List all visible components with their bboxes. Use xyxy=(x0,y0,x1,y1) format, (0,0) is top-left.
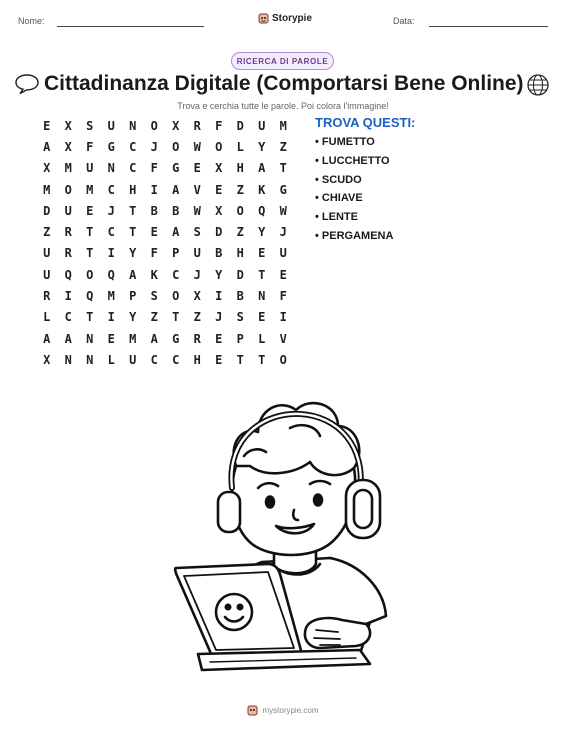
grid-letter[interactable]: O xyxy=(172,289,180,304)
grid-letter[interactable]: U xyxy=(193,246,201,261)
grid-letter[interactable]: W xyxy=(193,203,201,218)
grid-letter[interactable]: A xyxy=(64,331,72,346)
grid-letter[interactable]: T xyxy=(129,225,137,240)
grid-letter[interactable]: E xyxy=(193,161,201,176)
grid-letter[interactable]: E xyxy=(279,267,287,282)
grid-letter[interactable]: T xyxy=(86,246,94,261)
word-search-grid xyxy=(36,115,294,371)
grid-letter[interactable]: H xyxy=(236,246,244,261)
grid-letter[interactable]: U xyxy=(64,203,72,218)
activity-badge: RICERCA DI PAROLE xyxy=(231,52,334,70)
grid-letter[interactable]: C xyxy=(129,139,137,154)
grid-letter[interactable]: E xyxy=(215,331,223,346)
grid-letter[interactable]: G xyxy=(172,161,180,176)
grid-letter[interactable]: N xyxy=(129,118,137,133)
grid-letter[interactable]: F xyxy=(215,118,223,133)
globe-icon xyxy=(526,73,550,97)
word-list-item: • FUMETTO xyxy=(315,136,375,148)
page-title: Cittadinanza Digitale (Comportarsi Bene Online) xyxy=(44,72,524,95)
header xyxy=(0,10,566,34)
grid-letter[interactable]: Z xyxy=(236,225,244,240)
grid-letter[interactable]: Z xyxy=(150,310,158,325)
date-field-line[interactable] xyxy=(429,26,548,27)
grid-letter[interactable]: B xyxy=(215,246,223,261)
word-list-item: • LENTE xyxy=(315,211,358,224)
grid-letter[interactable]: K xyxy=(258,182,266,197)
grid-letter[interactable]: Y xyxy=(215,267,223,282)
grid-letter[interactable]: T xyxy=(279,161,287,176)
grid-letter[interactable]: Y xyxy=(258,139,266,154)
grid-letter[interactable]: U xyxy=(43,267,51,282)
name-label: Nome: xyxy=(18,16,45,26)
speech-bubble-icon xyxy=(14,73,40,95)
grid-letter[interactable]: L xyxy=(107,352,115,367)
grid-letter[interactable]: Y xyxy=(129,246,137,261)
grid-letter[interactable]: U xyxy=(107,118,115,133)
grid-letter[interactable]: M xyxy=(107,289,115,304)
grid-letter[interactable]: C xyxy=(172,267,180,282)
grid-letter[interactable]: I xyxy=(107,310,115,325)
grid-letter[interactable]: Y xyxy=(129,310,137,325)
grid-letter[interactable]: S xyxy=(86,118,94,133)
storypie-mascot-icon xyxy=(247,704,258,716)
grid-letter[interactable]: X xyxy=(172,118,180,133)
brand-logo xyxy=(258,12,312,24)
grid-letter[interactable]: M xyxy=(64,161,72,176)
grid-letter[interactable]: I xyxy=(215,289,223,304)
grid-letter[interactable]: I xyxy=(150,182,158,197)
grid-letter[interactable]: A xyxy=(43,139,51,154)
grid-letter[interactable]: T xyxy=(236,352,244,367)
grid-letter[interactable]: Z xyxy=(43,225,51,240)
grid-letter[interactable]: Z xyxy=(279,139,287,154)
instructions: Trova e cerchia tutte le parole. Poi colora l'immagine! xyxy=(177,101,389,111)
grid-letter[interactable]: P xyxy=(236,331,244,346)
grid-letter[interactable]: U xyxy=(258,118,266,133)
grid-letter[interactable]: R xyxy=(64,225,72,240)
grid-letter[interactable]: O xyxy=(64,182,72,197)
footer xyxy=(0,704,566,716)
grid-letter[interactable]: P xyxy=(172,246,180,261)
grid-letter[interactable]: O xyxy=(172,139,180,154)
grid-letter[interactable]: X xyxy=(215,203,223,218)
grid-letter[interactable]: T xyxy=(258,267,266,282)
coloring-illustration[interactable] xyxy=(170,392,395,682)
grid-letter[interactable]: F xyxy=(86,139,94,154)
grid-letter[interactable]: M xyxy=(86,182,94,197)
word-list-item: • LUCCHETTO xyxy=(315,154,390,167)
grid-letter[interactable]: Q xyxy=(64,267,72,282)
grid-letter[interactable]: Q xyxy=(107,267,115,282)
grid-letter[interactable]: A xyxy=(43,331,51,346)
grid-letter[interactable]: C xyxy=(107,182,115,197)
footer-url[interactable]: mystorypie.com xyxy=(262,705,319,715)
word-list xyxy=(315,115,415,249)
grid-letter[interactable]: O xyxy=(86,267,94,282)
name-field-line[interactable] xyxy=(57,26,204,27)
grid-letter[interactable]: E xyxy=(43,118,51,133)
brand-name: Storypie xyxy=(272,12,313,24)
grid-letter[interactable]: D xyxy=(215,225,223,240)
word-list-item: • PERGAMENA xyxy=(315,229,394,242)
grid-letter[interactable]: B xyxy=(172,203,180,218)
grid-letter[interactable]: X xyxy=(64,118,72,133)
grid-letter[interactable]: A xyxy=(150,331,158,346)
grid-letter[interactable]: N xyxy=(258,289,266,304)
grid-letter[interactable]: N xyxy=(107,161,115,176)
grid-letter[interactable]: A xyxy=(258,161,266,176)
grid-letter[interactable]: S xyxy=(236,310,244,325)
grid-letter[interactable]: H xyxy=(129,182,137,197)
grid-letter[interactable]: H xyxy=(236,161,244,176)
grid-letter[interactable]: L xyxy=(236,139,244,154)
grid-letter[interactable]: I xyxy=(107,246,115,261)
grid-letter[interactable]: F xyxy=(279,289,287,304)
grid-letter[interactable]: G xyxy=(172,331,180,346)
grid-letter[interactable]: O xyxy=(236,203,244,218)
grid-letter[interactable]: E xyxy=(107,331,115,346)
grid-letter[interactable]: C xyxy=(172,352,180,367)
grid-letter[interactable]: I xyxy=(279,310,287,325)
grid-letter[interactable]: J xyxy=(193,267,201,282)
grid-letter[interactable]: J xyxy=(107,203,115,218)
grid-letter[interactable]: N xyxy=(86,352,94,367)
grid-letter[interactable]: F xyxy=(150,161,158,176)
grid-letter[interactable]: D xyxy=(43,203,51,218)
grid-letter[interactable]: M xyxy=(129,331,137,346)
grid-letter[interactable]: L xyxy=(43,310,51,325)
grid-letter[interactable]: T xyxy=(172,310,180,325)
word-list-item: • CHIAVE xyxy=(315,192,363,205)
grid-letter[interactable]: J xyxy=(150,139,158,154)
grid-letter[interactable]: C xyxy=(64,310,72,325)
grid-letter[interactable]: T xyxy=(86,225,94,240)
grid-letter[interactable]: X xyxy=(193,289,201,304)
grid-letter[interactable]: X xyxy=(43,352,51,367)
grid-letter[interactable]: R xyxy=(64,246,72,261)
grid-letter[interactable]: W xyxy=(279,203,287,218)
grid-letter[interactable]: C xyxy=(150,352,158,367)
grid-letter[interactable]: R xyxy=(193,331,201,346)
grid-letter[interactable]: N xyxy=(64,352,72,367)
grid-letter[interactable]: J xyxy=(215,310,223,325)
grid-letter[interactable]: X xyxy=(64,139,72,154)
grid-letter[interactable]: E xyxy=(215,352,223,367)
grid-letter[interactable]: U xyxy=(86,161,94,176)
grid-letter[interactable]: X xyxy=(43,161,51,176)
grid-letter[interactable]: G xyxy=(107,139,115,154)
grid-letter[interactable]: V xyxy=(193,182,201,197)
grid-letter[interactable]: O xyxy=(150,118,158,133)
grid-letter[interactable]: H xyxy=(193,352,201,367)
grid-letter[interactable]: N xyxy=(86,331,94,346)
grid-letter[interactable]: J xyxy=(279,225,287,240)
grid-letter[interactable]: O xyxy=(215,139,223,154)
grid-letter[interactable]: V xyxy=(279,331,287,346)
grid-letter[interactable]: Y xyxy=(258,225,266,240)
grid-letter[interactable]: E xyxy=(215,182,223,197)
grid-letter[interactable]: A xyxy=(172,182,180,197)
grid-letter[interactable]: K xyxy=(150,267,158,282)
grid-letter[interactable]: Q xyxy=(258,203,266,218)
grid-letter[interactable]: C xyxy=(107,225,115,240)
grid-letter[interactable]: M xyxy=(43,182,51,197)
grid-letter[interactable]: T xyxy=(129,203,137,218)
grid-letter[interactable]: B xyxy=(150,203,158,218)
grid-letter[interactable]: E xyxy=(86,203,94,218)
grid-letter[interactable]: T xyxy=(258,352,266,367)
grid-letter[interactable]: A xyxy=(172,225,180,240)
grid-letter[interactable]: W xyxy=(193,139,201,154)
grid-letter[interactable]: E xyxy=(150,225,158,240)
grid-letter[interactable]: R xyxy=(43,289,51,304)
grid-letter[interactable]: E xyxy=(258,246,266,261)
storypie-mascot-icon xyxy=(258,12,269,24)
grid-letter[interactable]: D xyxy=(236,267,244,282)
grid-letter[interactable]: U xyxy=(279,246,287,261)
grid-letter[interactable]: Z xyxy=(236,182,244,197)
grid-letter[interactable]: B xyxy=(236,289,244,304)
grid-letter[interactable]: Q xyxy=(86,289,94,304)
grid-letter[interactable]: G xyxy=(279,182,287,197)
grid-letter[interactable]: D xyxy=(236,118,244,133)
grid-letter[interactable]: F xyxy=(150,246,158,261)
grid-letter[interactable]: S xyxy=(193,225,201,240)
word-list-title: TROVA QUESTI: xyxy=(315,115,416,130)
grid-letter[interactable]: I xyxy=(64,289,72,304)
grid-letter[interactable]: Z xyxy=(193,310,201,325)
grid-letter[interactable]: T xyxy=(86,310,94,325)
grid-letter[interactable]: M xyxy=(279,118,287,133)
date-label: Data: xyxy=(393,16,415,26)
grid-letter[interactable]: U xyxy=(43,246,51,261)
grid-letter[interactable]: L xyxy=(258,331,266,346)
grid-letter[interactable]: U xyxy=(129,352,137,367)
grid-letter[interactable]: E xyxy=(258,310,266,325)
word-list-item: • SCUDO xyxy=(315,173,362,186)
grid-letter[interactable]: P xyxy=(129,289,137,304)
grid-letter[interactable]: O xyxy=(279,352,287,367)
grid-letter[interactable]: C xyxy=(129,161,137,176)
grid-letter[interactable]: S xyxy=(150,289,158,304)
grid-letter[interactable]: X xyxy=(215,161,223,176)
grid-letter[interactable]: R xyxy=(193,118,201,133)
grid-letter[interactable]: A xyxy=(129,267,137,282)
